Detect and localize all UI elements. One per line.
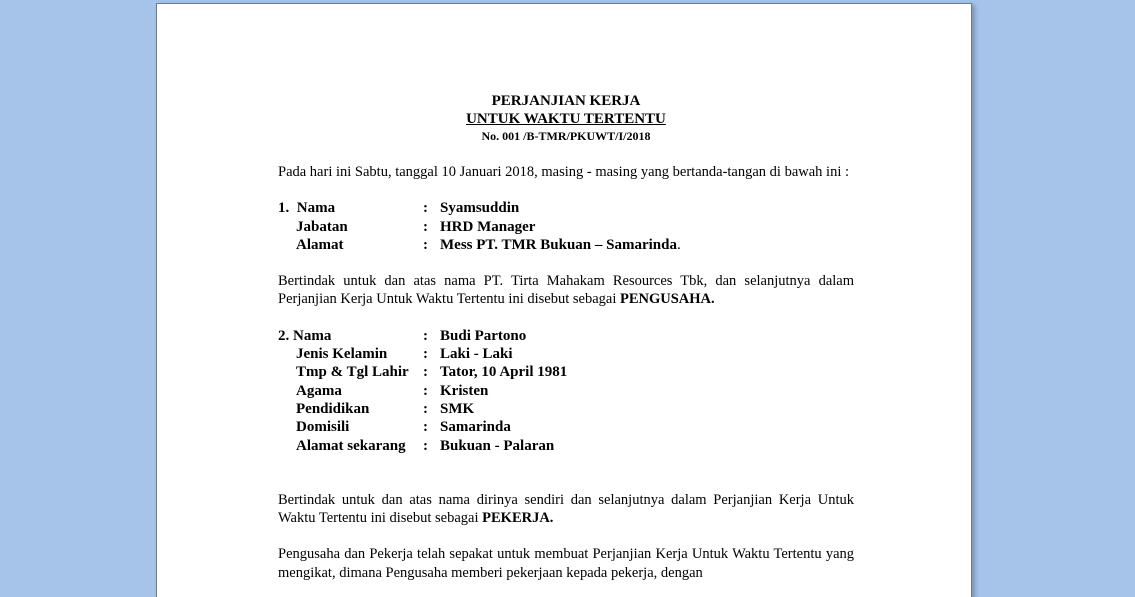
field-value: Samarinda (440, 419, 511, 436)
party2-nama-row (278, 327, 854, 345)
field-label: 2. Nama (278, 327, 332, 344)
party2-domisili-row (278, 418, 854, 436)
party1-statement (278, 272, 854, 309)
party2-role: PEKERJA. (482, 510, 554, 527)
field-label: Jenis Kelamin (296, 346, 388, 363)
field-colon: : (423, 327, 428, 344)
document-title: PERJANJIAN KERJA (491, 93, 641, 109)
party1-role: PENGUSAHA. (619, 291, 715, 308)
party1-jabatan-row (278, 218, 854, 236)
field-value: Budi Partono (440, 327, 527, 344)
party2-agama-row (278, 382, 854, 400)
field-label: Jabatan (296, 218, 348, 235)
party1-alamat-row (278, 236, 854, 254)
field-value-trail: . (677, 236, 681, 253)
party2-pendidikan-row (278, 400, 854, 418)
spacer (278, 181, 854, 199)
field-value: HRD Manager (440, 218, 536, 235)
document-content (278, 92, 854, 582)
field-colon: : (423, 200, 428, 217)
party2-ttl-row (278, 363, 854, 381)
document-page (156, 3, 972, 597)
party1-nama-row (278, 199, 854, 217)
field-label: Pendidikan (296, 400, 370, 417)
field-value: Syamsuddin (440, 200, 520, 217)
party2-alamat-row (278, 437, 854, 455)
spacer (278, 455, 854, 491)
spacer (278, 309, 854, 327)
field-colon: : (423, 236, 428, 253)
party1-details (278, 199, 854, 254)
agreement-paragraph: Pengusaha dan Pekerja telah sepakat untuk membuat Perjanjian Kerja Untuk Waktu Tertentu yang mengikat, dimana Pengusaha memberi pekerjaan kepada pekerja, dengan (278, 546, 854, 581)
field-value (440, 236, 854, 254)
field-label: Tmp & Tgl Lahir (296, 364, 409, 381)
field-value: Kristen (440, 382, 489, 399)
document-subtitle: UNTUK WAKTU TERTENTU (466, 111, 666, 127)
party2-statement-text: Bertindak untuk dan atas nama dirinya sendiri dan selanjutnya dalam Perjanjian Kerja Untuk Waktu Tertentu ini disebut sebagai (278, 491, 854, 527)
field-colon: : (423, 364, 428, 381)
field-label: Domisili (296, 419, 350, 436)
field-label: Agama (296, 382, 342, 399)
spacer (278, 145, 854, 163)
party2-details (278, 327, 854, 455)
intro-paragraph: Pada hari ini Sabtu, tanggal 10 Januari 2018, masing - masing yang bertanda-tangan di bawah ini : (278, 164, 850, 180)
party2-statement (278, 491, 854, 528)
field-value: Bukuan - Palaran (440, 437, 555, 454)
spacer (278, 527, 854, 545)
field-label: Alamat (296, 236, 344, 253)
field-colon: : (423, 400, 428, 417)
party2-jenis-kelamin-row (278, 345, 854, 363)
field-value: Tator, 10 April 1981 (440, 364, 568, 381)
party1-statement-text: Bertindak untuk dan atas nama PT. Tirta Mahakam Resources Tbk, dan selanjutnya dalam Perjanjian Kerja Untuk Waktu Tertentu ini disebut sebagai (278, 273, 854, 308)
spacer (278, 254, 854, 272)
field-colon: : (423, 419, 428, 436)
title-block (278, 92, 854, 145)
field-colon: : (423, 437, 428, 454)
field-value: Laki - Laki (440, 346, 513, 363)
document-number: No. 001 /B-TMR/PKUWT/I/2018 (481, 129, 651, 143)
field-colon: : (423, 218, 428, 235)
field-value-text: Mess PT. TMR Bukuan – Samarinda (440, 236, 677, 253)
field-colon: : (423, 346, 428, 363)
field-label: 1. Nama (278, 200, 336, 217)
field-label: Alamat sekarang (296, 437, 406, 454)
field-colon: : (423, 382, 428, 399)
field-value: SMK (440, 400, 475, 417)
